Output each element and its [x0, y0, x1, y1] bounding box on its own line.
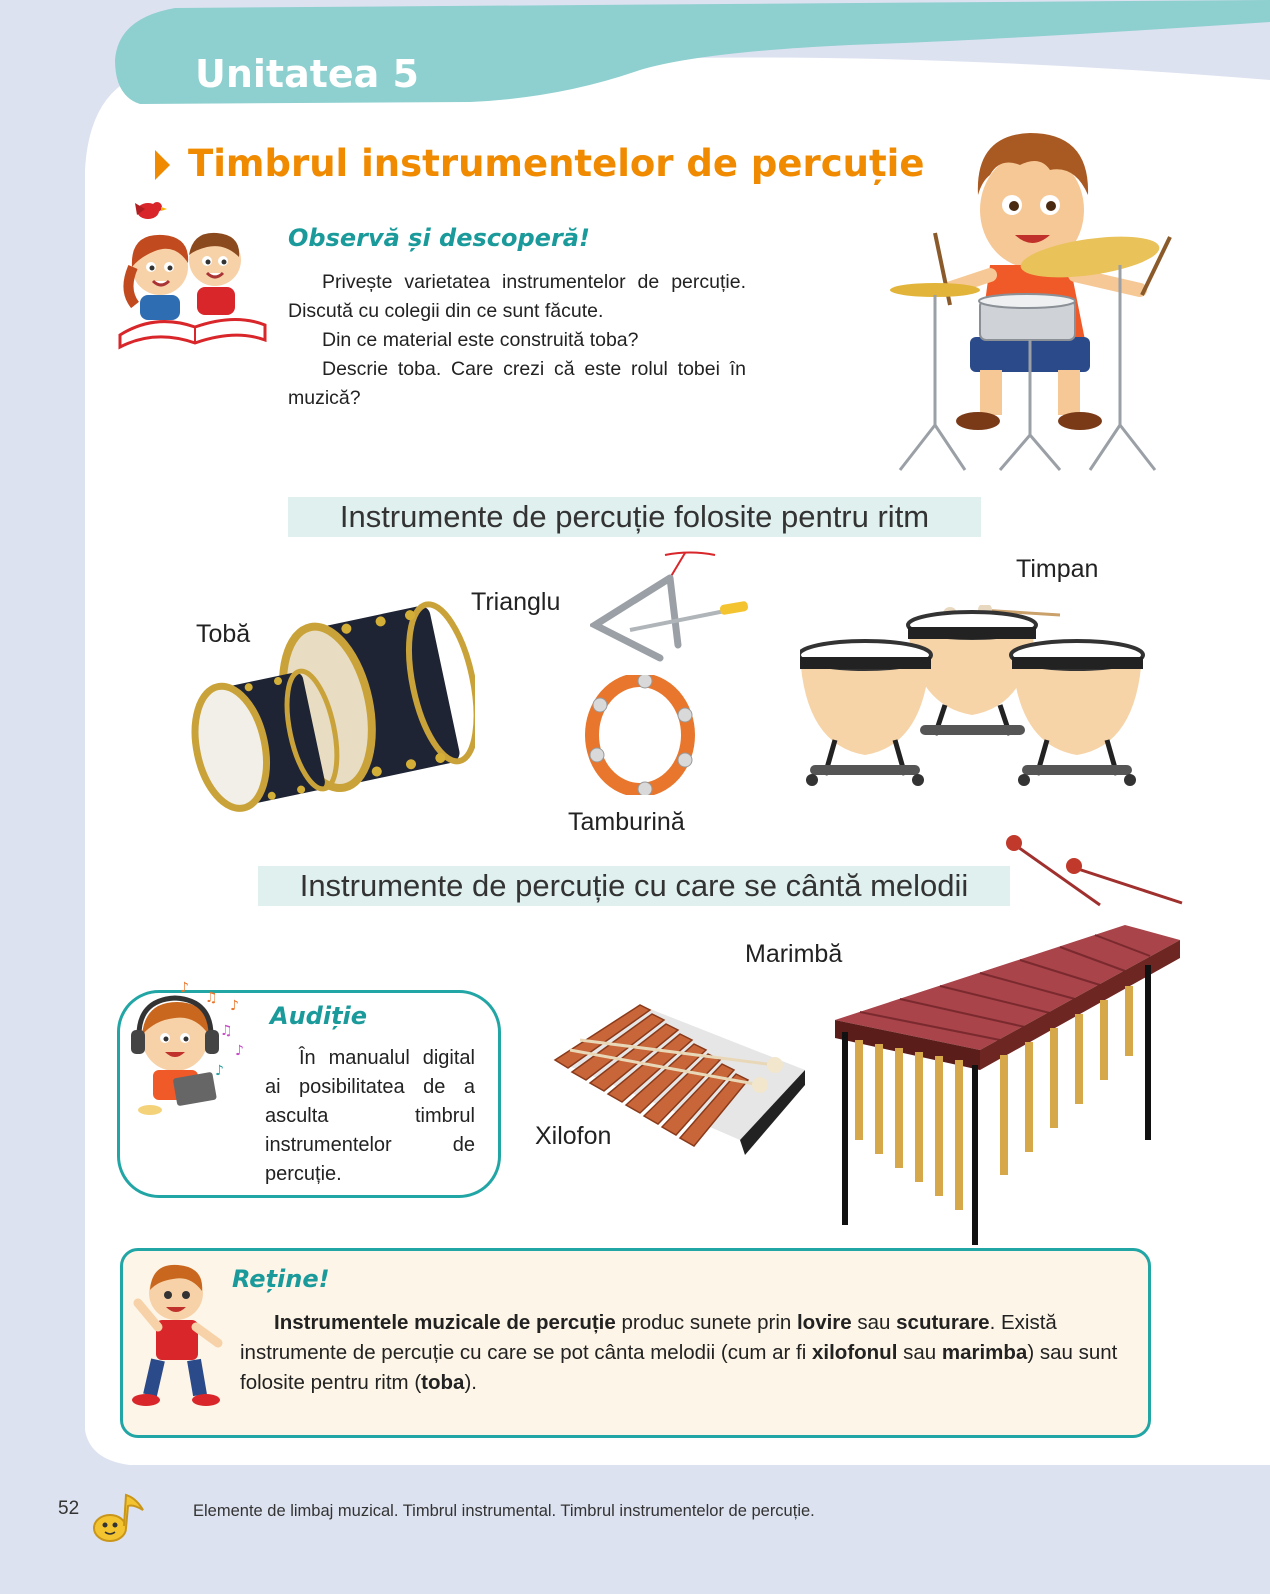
retine-text-b: sau — [851, 1311, 897, 1334]
retine-text-f: ). — [464, 1371, 477, 1394]
retine-text — [240, 1308, 1135, 1398]
xylophone-icon — [550, 990, 810, 1160]
retine-text-e: ) sau sunt folosite pentru ritm ( — [240, 1341, 1118, 1394]
audition-text — [265, 1044, 475, 1189]
lesson-title: Timbrul instrumentelor de percuție — [188, 142, 925, 185]
retine-bold-toba: toba — [421, 1371, 465, 1394]
children-reading-illustration — [115, 195, 275, 355]
tambourine-icon — [585, 675, 705, 795]
retine-bold-xilofonul: xilofonul — [812, 1341, 898, 1364]
retine-paragraph — [240, 1308, 1135, 1398]
audition-paragraph: În manualul digital ai posibilitatea de a asculta timbrul instrumentelor de percuție. — [265, 1047, 475, 1185]
svg-text:♫: ♫ — [205, 990, 218, 1006]
label-marimba: Marimbă — [745, 940, 843, 968]
observe-text — [288, 268, 746, 413]
lesson-arrow-icon — [155, 150, 170, 180]
svg-text:♪: ♪ — [180, 980, 189, 996]
boy-pointing-illustration — [128, 1255, 228, 1410]
svg-text:♫: ♫ — [220, 1023, 233, 1039]
retine-bold-marimba: marimba — [941, 1341, 1028, 1364]
page-number: 52 — [58, 1498, 80, 1519]
label-tamburina: Tamburină — [568, 808, 685, 836]
retine-text-c: . Există instrumente de percuție cu care se pot cânta melodii (cum ar fi — [240, 1311, 1057, 1364]
melody-heading: Instrumente de percuție cu care se cântă melodii — [258, 866, 1010, 906]
observe-paragraph-2: Din ce material este construită toba? — [322, 329, 639, 351]
bird-icon — [135, 202, 167, 219]
marimba-icon — [830, 920, 1185, 1250]
svg-text:♪: ♪ — [215, 1063, 224, 1079]
drummer-boy-illustration — [890, 125, 1200, 485]
rhythm-heading: Instrumente de percuție folosite pentru ritm — [288, 497, 981, 537]
retine-heading: Reține! — [232, 1265, 330, 1293]
label-xilofon: Xilofon — [535, 1122, 612, 1150]
mallets-icon — [1000, 833, 1190, 913]
audition-heading: Audiție — [270, 1002, 368, 1030]
observe-heading: Observă și descoperă! — [288, 224, 590, 252]
timpani-icon — [800, 605, 1160, 800]
svg-text:♪: ♪ — [235, 1043, 244, 1059]
label-toba: Tobă — [196, 620, 251, 648]
retine-bold-lovire: lovire — [796, 1311, 852, 1334]
boy-headphones-illustration — [125, 980, 260, 1120]
observe-paragraph-3: Descrie toba. Care crezi că este rolul tobei în muzică? — [288, 358, 746, 409]
unit-title: Unitatea 5 — [195, 52, 419, 96]
drum-icon — [185, 600, 475, 830]
svg-text:♪: ♪ — [230, 998, 239, 1014]
triangle-icon — [590, 550, 760, 665]
observe-paragraph-1: Privește varietatea instrumentelor de percuție. Discută cu colegii din ce sunt făcute. — [288, 271, 746, 322]
retine-bold-scuturare: scuturare — [896, 1311, 990, 1334]
label-trianglu: Trianglu — [471, 588, 561, 616]
retine-text-d: sau — [897, 1341, 942, 1364]
footer-text: Elemente de limbaj muzical. Timbrul instrumental. Timbrul instrumentelor de percuție. — [193, 1502, 815, 1520]
label-timpan: Timpan — [1016, 555, 1099, 583]
retine-bold-instrumentele: Instrumentele muzicale de percuție — [274, 1311, 616, 1334]
music-note-mascot-icon — [88, 1490, 148, 1545]
retine-text-a: produc sunete prin — [615, 1311, 797, 1334]
